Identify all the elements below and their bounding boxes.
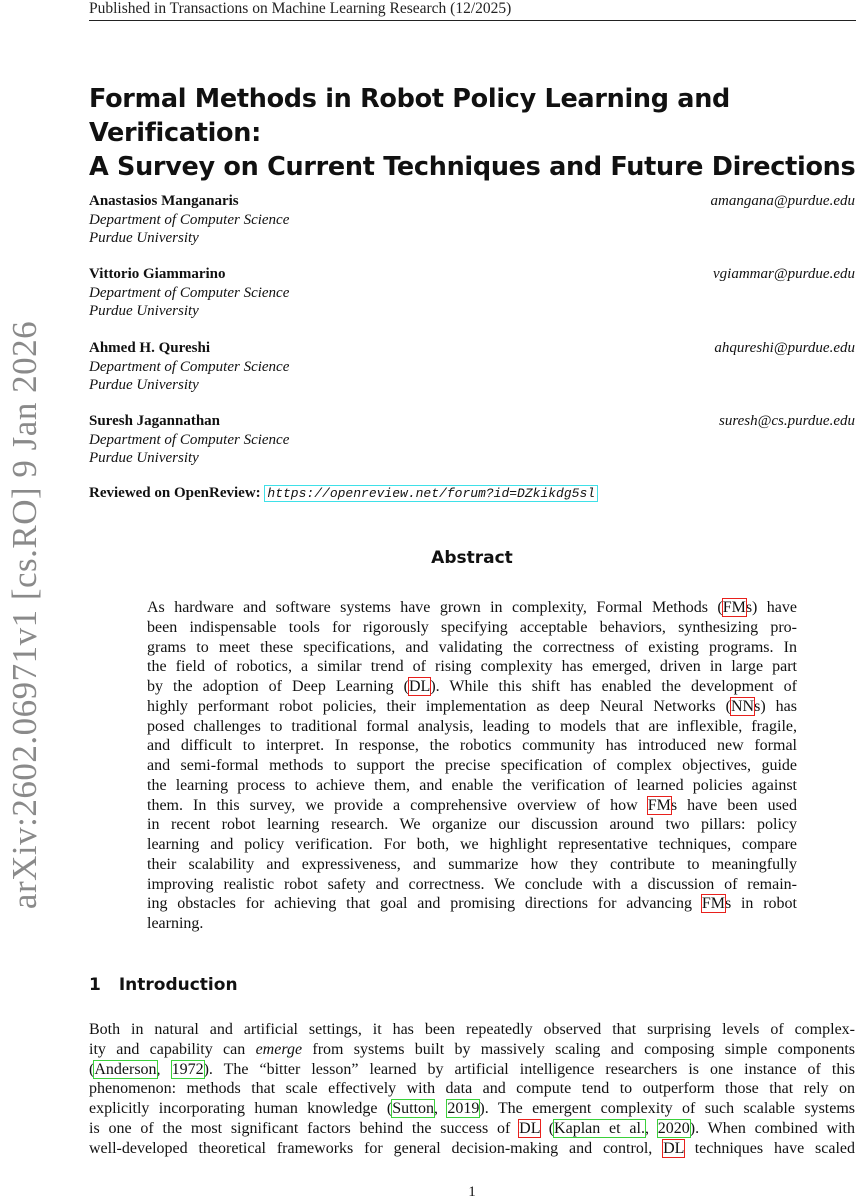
text-segment: ity and capability can [89, 1040, 256, 1058]
acronym-link[interactable]: DL [663, 1139, 684, 1157]
text-segment: , [156, 1060, 172, 1078]
author-department: Department of Computer Science [89, 211, 290, 228]
text-segment: ). While this shift has enabled the development of [430, 678, 797, 695]
paper-title [89, 82, 856, 184]
title-line: Formal Methods in Robot Policy Learning and Verification: [89, 84, 731, 148]
text-segment: s have been used [670, 796, 797, 814]
text-segment: their scalability and expressiveness, and summarize how they contribute to meaningfully [147, 855, 797, 873]
text-line [147, 677, 797, 697]
citation-link[interactable]: 2020 [657, 1119, 690, 1137]
review-label: Reviewed on OpenReview: [89, 485, 261, 501]
review-line [89, 485, 598, 502]
abstract-heading: Abstract [431, 548, 513, 568]
text-line [89, 1119, 855, 1139]
title-line: A Survey on Current Techniques and Future Directions [89, 152, 856, 182]
acronym-link[interactable]: NN [730, 697, 755, 715]
author-university: Purdue University [89, 303, 199, 319]
author-department: Department of Computer Science [89, 284, 290, 301]
text-line [147, 638, 797, 658]
text-segment: and semi-formal methods to support the precise specification of complex objectives, guide [147, 757, 797, 774]
arxiv-stamp: arXiv:2602.06971v1 [cs.RO] 9 Jan 2026 [5, 320, 44, 910]
author-name: Ahmed H. Qureshi [89, 340, 210, 356]
text-line [147, 736, 797, 756]
acronym-link[interactable]: DL [519, 1119, 540, 1137]
author-block [89, 339, 855, 395]
text-line [147, 815, 797, 835]
text-line [89, 1060, 855, 1080]
text-segment: ). When combined with [689, 1119, 855, 1137]
citation-link[interactable]: Sutton [392, 1100, 435, 1117]
text-line [89, 1040, 855, 1060]
text-segment: is one of the most significant factors behind the success of [89, 1119, 520, 1137]
text-line [147, 914, 797, 934]
author-name: Anastasios Manganaris [89, 193, 239, 209]
text-segment: the field of robotics, a similar trend of rising complexity has emerged, driven in large part [147, 658, 797, 676]
text-segment: s) has [754, 697, 797, 715]
text-segment: ). The “bitter lesson” learned by artificial intelligence researchers is one instance of this [203, 1060, 855, 1078]
text-segment: Both in natural and artificial settings, it has been repeatedly observed that surprising levels of complex- [89, 1021, 855, 1038]
author-name: Vittorio Giammarino [89, 266, 226, 282]
text-segment: s) have [745, 599, 797, 616]
text-segment: highly performant robot policies, their implementation as deep Neural Networks ( [147, 697, 731, 715]
text-segment: the learning process to achieve them, and enable the verification of learned policies against [147, 776, 797, 794]
running-header: Published in Transactions on Machine Learning Research (12/2025) [89, 0, 512, 17]
openreview-link[interactable]: https://openreview.net/forum?id=DZkikdg5sl [264, 485, 598, 502]
text-line [147, 697, 797, 717]
text-segment: grams to meet these specifications, and validating the correctness of existing programs. In [147, 638, 797, 656]
section-title: Introduction [118, 975, 238, 995]
intro-body [89, 1020, 855, 1158]
text-line [147, 776, 797, 796]
text-segment: from systems built by massively scaling and composing simple components [302, 1040, 855, 1058]
citation-link[interactable]: Kaplan et al. [554, 1119, 645, 1137]
acronym-link[interactable]: FM [647, 796, 671, 814]
text-line [147, 796, 797, 816]
acronym-link[interactable]: FM [722, 599, 746, 616]
text-segment: been indispensable tools for rigorously specifying acceptable behaviors, synthesizing pro- [147, 618, 797, 636]
text-line [147, 835, 797, 855]
text-segment: phenomenon: methods that scale effectively with data and compute tend to outperform those that rely on [89, 1080, 855, 1098]
text-line [147, 598, 797, 618]
author-email[interactable]: suresh@cs.purdue.edu [718, 413, 855, 429]
text-line [89, 1020, 855, 1040]
text-segment: improving realistic robot safety and correctness. We conclude with a discussion of remain- [147, 875, 797, 893]
author-department: Department of Computer Science [89, 431, 290, 448]
text-line [147, 756, 797, 776]
text-line [147, 894, 797, 914]
author-email[interactable]: vgiammar@purdue.edu [713, 266, 855, 282]
section-number: 1 [89, 975, 101, 995]
author-email[interactable]: ahqureshi@purdue.edu [714, 340, 855, 356]
text-segment: well-developed theoretical frameworks for general decision-making and control, [89, 1139, 664, 1157]
acronym-link[interactable]: FM [701, 895, 725, 913]
text-segment: , [434, 1100, 448, 1117]
author-email[interactable]: amangana@purdue.edu [710, 193, 855, 209]
citation-link[interactable]: Anderson [94, 1060, 157, 1078]
text-segment: ). The emergent complexity of such scalable systems [479, 1100, 855, 1117]
text-line [89, 1079, 855, 1099]
author-university: Purdue University [89, 230, 199, 246]
text-segment: ( [89, 1060, 95, 1078]
text-segment: ( [539, 1119, 555, 1137]
abstract-body [147, 598, 797, 934]
author-university: Purdue University [89, 450, 199, 466]
text-segment: learning. [147, 915, 204, 932]
author-university: Purdue University [89, 377, 199, 393]
text-line [147, 855, 797, 875]
author-department: Department of Computer Science [89, 358, 290, 375]
author-name: Suresh Jagannathan [89, 413, 221, 429]
text-segment: As hardware and software systems have grown in complexity, Formal Methods ( [147, 599, 723, 616]
text-segment: in recent robot learning research. We organize our discussion around two pillars: policy [147, 816, 797, 834]
text-line [89, 1139, 855, 1159]
author-block [89, 412, 855, 468]
text-segment: learning and policy verification. For both, we highlight representative techniques, compare [147, 836, 797, 853]
text-segment: s in robot [724, 895, 797, 913]
acronym-link[interactable]: DL [409, 678, 431, 695]
author-block [89, 265, 855, 321]
page-number: 1 [468, 1184, 476, 1200]
text-segment: them. In this survey, we provide a comprehensive overview of how [147, 796, 648, 814]
text-segment: explicitly incorporating human knowledge ( [89, 1100, 393, 1117]
text-line [147, 875, 797, 895]
text-segment: posed challenges to traditional formal analysis, leading to models that are inflexible, fragile, [147, 717, 797, 735]
text-segment: techniques have scaled [683, 1139, 855, 1157]
author-block [89, 192, 855, 248]
citation-link[interactable]: 1972 [171, 1060, 204, 1078]
text-segment: , [644, 1119, 658, 1137]
header-rule [89, 20, 856, 21]
citation-link[interactable]: 2019 [447, 1100, 480, 1117]
section-heading [89, 975, 238, 995]
text-line [89, 1099, 855, 1119]
text-line [147, 657, 797, 677]
text-segment: ing obstacles for achieving that goal and promising directions for advancing [147, 895, 702, 913]
text-segment: by the adoption of Deep Learning ( [147, 678, 409, 695]
text-line [147, 717, 797, 737]
text-line [147, 618, 797, 638]
emphasis-text: emerge [255, 1040, 303, 1058]
text-segment: and difficult to interpret. In response, the robotics community has introduced new formal [147, 737, 797, 755]
